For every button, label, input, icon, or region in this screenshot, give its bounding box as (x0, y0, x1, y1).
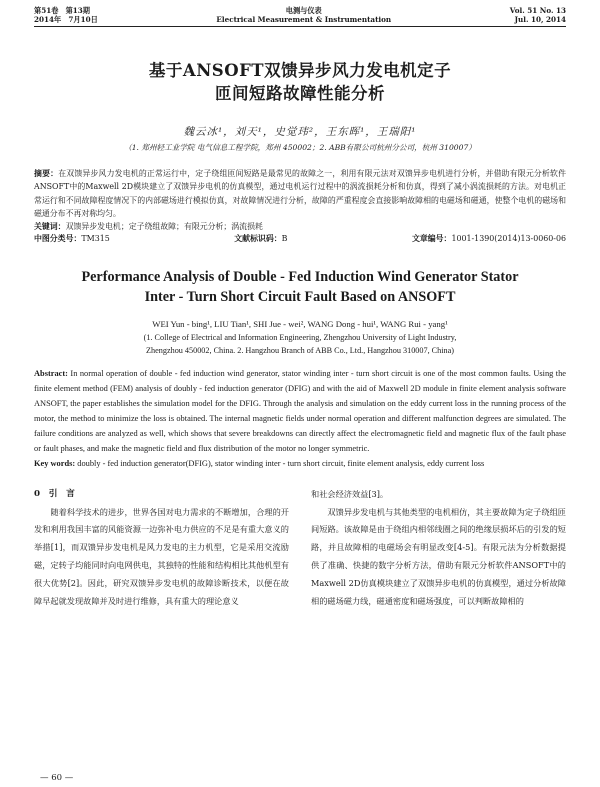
en-affiliation (34, 331, 566, 357)
volume-issue-en: Vol. 51 No. 13 (509, 6, 566, 15)
issue-date-en: Jul. 10, 2014 (514, 15, 566, 24)
zh-keywords (34, 220, 566, 233)
en-keywords-text: doubly - fed induction generator(DFIG), stator winding inter - turn short circuit, finite element analysis, eddy current loss (75, 458, 485, 468)
zh-abstract (34, 167, 566, 220)
en-abstract-label: Abstract: (34, 369, 68, 379)
journal-name-en: Electrical Measurement & Instrumentation (216, 15, 392, 24)
body-columns (34, 486, 566, 611)
clc-number (34, 233, 110, 245)
zh-authors: 魏云冰¹，刘天¹，史觉玮²，王东晖¹，王瑞阳¹ (183, 126, 417, 138)
en-title-line-2: Inter - Turn Short Circuit Fault Based on ANSOFT (144, 289, 456, 306)
running-header (34, 6, 566, 24)
en-title (34, 267, 566, 307)
clc-value: TM315 (81, 234, 110, 244)
body-paragraph: 随着科学技术的进步，世界各国对电力需求的不断增加，合理的开发和利用我国丰富的风能资源一边弥补电力供应的不足是有重大意义的举措[1]，而双馈异步发电机是风力发电的主力机型，它是采用交流励磁，定转子均能同时向电网供电，其独特的性能和结构相比其他机型有很大优势[2]。因此，研究双馈异步发电机的故障诊断技术，以便在故障早起就发现故障并及时进行维修，具有重大的理论意义 (34, 506, 289, 606)
journal-name-zh: 电测与仪表 (285, 6, 322, 15)
classification-line (34, 233, 566, 245)
article-no-value: 1001-1390(2014)13-0060-06 (451, 234, 566, 244)
header-rule (34, 26, 566, 27)
en-title-line-1: Performance Analysis of Double - Fed Induction Wind Generator Stator (81, 269, 519, 286)
zh-title (34, 59, 566, 105)
en-authors: WEI Yun - bing¹, LIU Tian¹, SHI Jue - wei², WANG Dong - hui¹, WANG Rui - yang¹ (152, 319, 448, 330)
page-number: — 60 — (40, 773, 74, 783)
doc-code-label: 文献标识码： (234, 234, 282, 244)
journal-issue-info-en (510, 6, 566, 24)
body-paragraph: 双馈异步发电机与其他类型的电机相仿，其主要故障为定子绕组匝间短路。该故障是由于绕组内相邻线圈之间的绝缘层损坏后的引发的短路，并且故障相的电磁场会有明显改变[4-5]。有限元法为分析数据提供了准确、快捷的数字分析方法，借助有限元分析软件ANSOFT中的Maxwell 2D仿真模块建立了双馈异步电机的仿真模型，通过分析故障相的磁场磁力线，磁通密度和磁场强度，可以判断故障相的 (311, 506, 566, 606)
zh-keywords-label: 关键词： (34, 222, 66, 232)
volume-issue: 第51卷 第13期 (34, 6, 90, 15)
zh-title-line-2: 匝间短路故障性能分析 (215, 84, 385, 103)
en-affiliation-line-2: Zhengzhou 450002, China. 2. Hangzhou Branch of ABB Co., Ltd., Hangzhou 310007, China) (146, 346, 454, 356)
document-code (234, 233, 287, 245)
en-abstract-text: In normal operation of double - fed induction wind generator, stator winding inter - turn short circuit is one of the most common faults. Using the finite element method (FEM) analysis of doubly - fed induction generator (DFIG) and with the aid of Maxwell 2D module in finite element analysis software ANSOFT, the paper establishes the simulation model for the DFIG. Through the analysis and simulation on the eddy current loss in the running process of the motor, the method to minimize the loss is obtained. The internal magnetic fields under normal operation and different malfunction degrees are simulated. The failure conditions are analyzed as well, which shows that severe breakdowns can directly affect the electromagnetic field and magnetic flux of the fault phase or fault phases, and make the magnetic field and flux distribution of the motor no longer symmetric. (34, 369, 566, 454)
en-keywords (34, 457, 566, 472)
article-no-label: 文章编号： (411, 234, 452, 244)
section-heading-introduction: 0 引 言 (34, 488, 75, 499)
body-paragraph-continued: 和社会经济效益[3]。 (311, 488, 389, 499)
article-number (412, 233, 566, 245)
en-abstract (34, 367, 566, 456)
zh-abstract-label: 摘要： (34, 169, 59, 178)
doc-code-value: B (281, 234, 288, 244)
body-right-column (311, 486, 566, 611)
zh-affiliation: （1. 郑州轻工业学院 电气信息工程学院，郑州 450002；2. ABB有限公司杭州分公司，杭州 310007） (124, 143, 476, 152)
zh-title-line-1: 基于ANSOFT双馈异步风力发电机定子 (148, 61, 452, 80)
journal-issue-info (34, 6, 98, 24)
clc-label: 中图分类号： (34, 234, 82, 244)
en-keywords-label: Key words: (34, 458, 76, 468)
journal-name (216, 6, 391, 24)
zh-abstract-text: 在双馈异步风力发电机的正常运行中，定子绕组匝间短路是最常见的故障之一，利用有限元法对双馈异步电机进行分析，并借助有限元分析软件ANSOFT中的Maxwell 2D模块建立了双馈异步电机的仿真模型，通过电机运行过程中的涡流损耗分析和仿真，得到了减小涡流损耗的方法。对电机正常运行和不同故障程度情况下的内部磁场进行模拟仿真，对故障情况进行分析，故障的严重程度会直接影响故障相的电磁场和磁通，使整个电机的磁场和磁通分布不再对称均匀。 (34, 169, 566, 218)
en-affiliation-line-1: (1. College of Electrical and Information Engineering, Zhengzhou University of Light Industry, (143, 333, 457, 343)
zh-keywords-text: 双馈异步发电机；定子绕组故障；有限元分析；涡流损耗 (65, 222, 263, 232)
body-left-column (34, 486, 289, 611)
issue-date: 2014年 7月10日 (34, 15, 98, 24)
